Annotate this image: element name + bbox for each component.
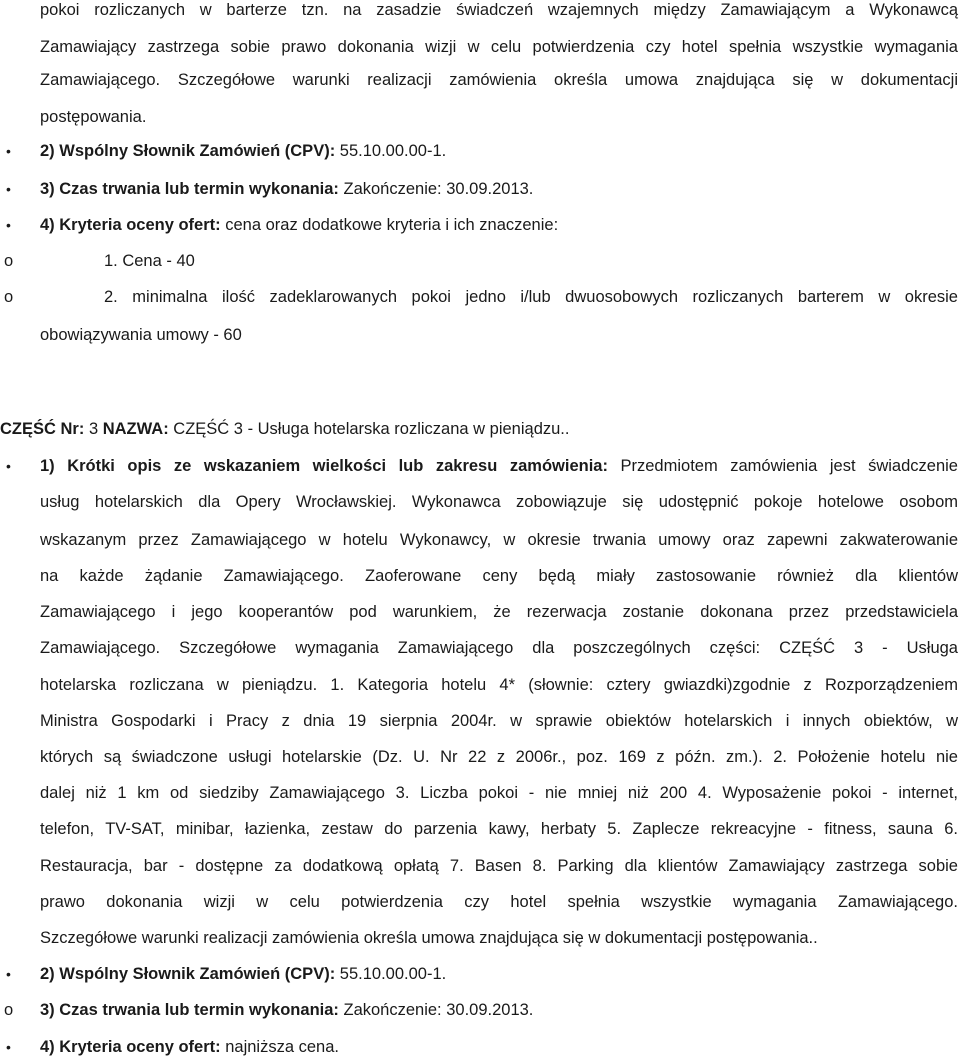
text-line: których są świadczone usługi hotelarskie (Dz. U. Nr 22 z 2006r., poz. 169 z późn. zm.). 2. Położenie hotelu nie	[40, 748, 958, 766]
text-line: prawo dokonania wizji w celu potwierdzenia czy hotel spełnia wszystkie wymagania Zamawiającego.	[40, 893, 958, 911]
list-item-cpv: • 2) Wspólny Słownik Zamówień (CPV): 55.10.00.00-1.	[6, 142, 447, 160]
circle-bullet-icon: o	[4, 1001, 14, 1019]
bullet-icon: •	[6, 181, 11, 197]
bullet-icon: •	[6, 458, 11, 474]
text-line: Ministra Gospodarki i Pracy z dnia 19 sierpnia 2004r. w sprawie obiektów hotelarskich i innych obiektów, w	[40, 712, 958, 730]
text-line: na każde żądanie Zamawiającego. Zaoferowane ceny będą miały zastosowanie również dla klientów	[40, 567, 958, 585]
bullet-icon: •	[6, 966, 11, 982]
text-line: Zamawiającego i jego kooperantów pod warunkiem, że rezerwacja zostanie dokonana przez przedstawiciela	[40, 603, 958, 621]
text-line: obowiązywania umowy - 60	[40, 326, 242, 344]
bullet-icon: •	[6, 1039, 11, 1055]
text-line: pokoi rozliczanych w barterze tzn. na zasadzie świadczeń wzajemnych między Zamawiającym a Wykonawcą	[40, 1, 958, 19]
circle-bullet-icon: o	[4, 252, 14, 270]
text-line: Zamawiającego. Szczegółowe warunki realizacji zamówienia określa umowa znajdująca się w dokumentacji	[40, 71, 958, 89]
text-line: Zamawiający zastrzega sobie prawo dokonania wizji w celu potwierdzenia czy hotel spełnia wszystkie wymagania	[40, 38, 958, 56]
sub-item-rooms: o 2. minimalna ilość zadeklarowanych pokoi jedno i/lub dwuosobowych rozliczanych barterem w okresie	[4, 288, 958, 306]
text-line: hotelarska rozliczana w pieniądzu. 1. Kategoria hotelu 4* (słownie: cztery gwiazdki)zgodnie z Rozporządzeniem	[40, 676, 958, 694]
bullet-icon: •	[6, 217, 11, 233]
part-heading: CZĘŚĆ Nr: 3 NAZWA: CZĘŚĆ 3 - Usługa hotelarska rozliczana w pieniądzu..	[0, 420, 570, 438]
text-line: Szczegółowe warunki realizacji zamówienia określa umowa znajdująca się w dokumentacji postępowania..	[40, 929, 818, 947]
list-item-duration: • 3) Czas trwania lub termin wykonania: Zakończenie: 30.09.2013.	[6, 180, 534, 198]
bullet-icon: •	[6, 143, 11, 159]
circle-bullet-icon: o	[4, 288, 14, 306]
text-line: wskazanym przez Zamawiającego w hotelu Wykonawcy, w okresie trwania umowy oraz zapewni zakwaterowanie	[40, 531, 958, 549]
text-line: usług hotelarskich dla Opery Wrocławskiej. Wykonawca zobowiązuje się udostępnić pokoje hotelowe osobom	[40, 493, 958, 511]
list-item-cpv-2: • 2) Wspólny Słownik Zamówień (CPV): 55.10.00.00-1.	[6, 965, 447, 983]
sub-item-price: o 1. Cena - 40	[4, 252, 195, 270]
list-item-criteria-2: • 4) Kryteria oceny ofert: najniższa cena.	[6, 1038, 339, 1056]
text-line: postępowania.	[40, 108, 147, 126]
text-line: Restauracja, bar - dostępne za dodatkową opłatą 7. Basen 8. Parking dla klientów Zamawiający zastrzega sobie	[40, 857, 958, 875]
list-item-description: • 1) Krótki opis ze wskazaniem wielkości lub zakresu zamówienia: Przedmiotem zamówienia jest świadczenie	[6, 457, 958, 475]
text-line: dalej niż 1 km od siedziby Zamawiającego 3. Liczba pokoi - nie mniej niż 200 4. Wyposażenie pokoi - internet,	[40, 784, 958, 802]
sub-item-duration-2: o 3) Czas trwania lub termin wykonania: Zakończenie: 30.09.2013.	[4, 1001, 534, 1019]
text-line: Zamawiającego. Szczegółowe wymagania Zamawiającego dla poszczególnych części: CZĘŚĆ 3 - Usługa	[40, 639, 958, 657]
text-line: telefon, TV-SAT, minibar, łazienka, zestaw do parzenia kawy, herbaty 5. Zaplecze rekreacyjne - fitness, sauna 6.	[40, 820, 958, 838]
list-item-criteria: • 4) Kryteria oceny ofert: cena oraz dodatkowe kryteria i ich znaczenie:	[6, 216, 559, 234]
